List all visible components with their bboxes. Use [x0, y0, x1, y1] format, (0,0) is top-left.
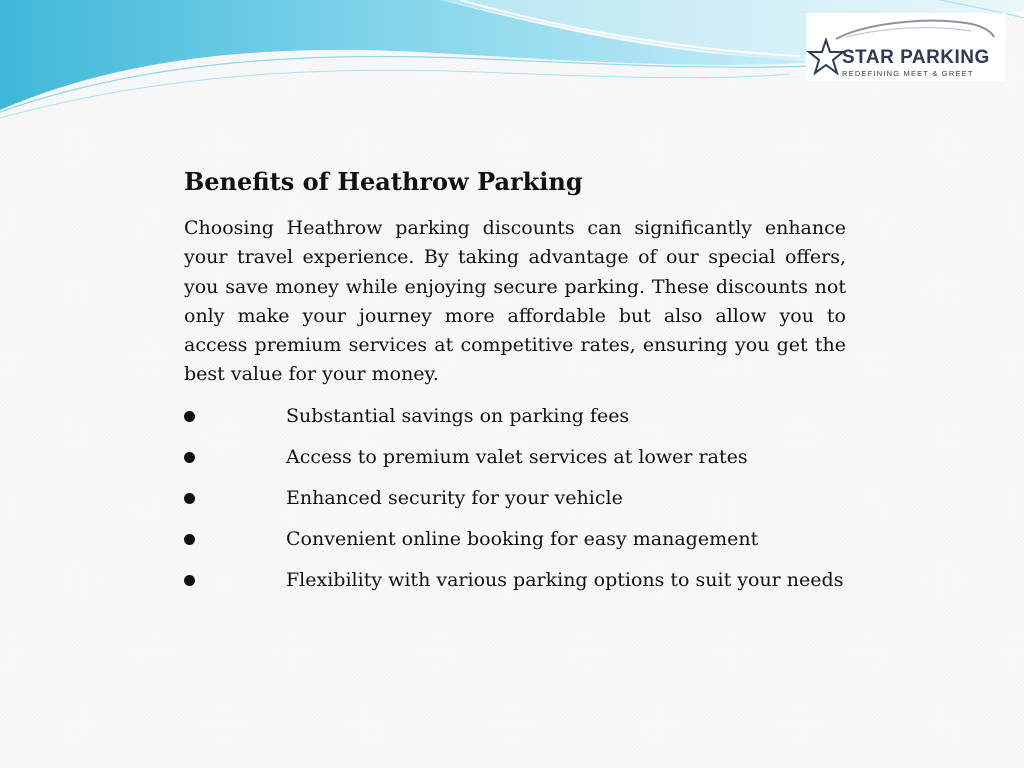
list-item-text: Flexibility with various parking options to suit your needs	[286, 568, 844, 591]
bullet-icon	[184, 575, 195, 586]
list-item-text: Access to premium valet services at lower rates	[286, 445, 748, 468]
list-item	[184, 478, 846, 519]
star-parking-logo	[806, 13, 1006, 81]
intro-paragraph: Choosing Heathrow parking discounts can significantly enhance your travel experience. By taking advantage of our special offers, you save money while enjoying secure parking. These discounts not only make your journey more affordable but also allow you to access premium services at competitive rates, ensuring you get the best value for your money.	[184, 217, 846, 386]
logo-tagline: REDEFINING MEET & GREET	[842, 69, 974, 78]
list-item-text: Substantial savings on parking fees	[286, 404, 630, 427]
bullet-icon	[184, 411, 195, 422]
slide-content	[184, 160, 846, 601]
bullet-icon	[184, 452, 195, 463]
list-item	[184, 519, 846, 560]
list-item-text: Convenient online booking for easy management	[286, 527, 759, 550]
list-item	[184, 437, 846, 478]
bullet-icon	[184, 493, 195, 504]
logo-brand-name: STAR PARKING	[842, 47, 990, 68]
page-title: Benefits of Heathrow Parking	[184, 167, 583, 196]
list-item-text: Enhanced security for your vehicle	[286, 486, 623, 509]
bullet-icon	[184, 534, 195, 545]
list-item	[184, 560, 846, 601]
list-item	[184, 396, 846, 437]
benefits-list	[184, 396, 846, 601]
